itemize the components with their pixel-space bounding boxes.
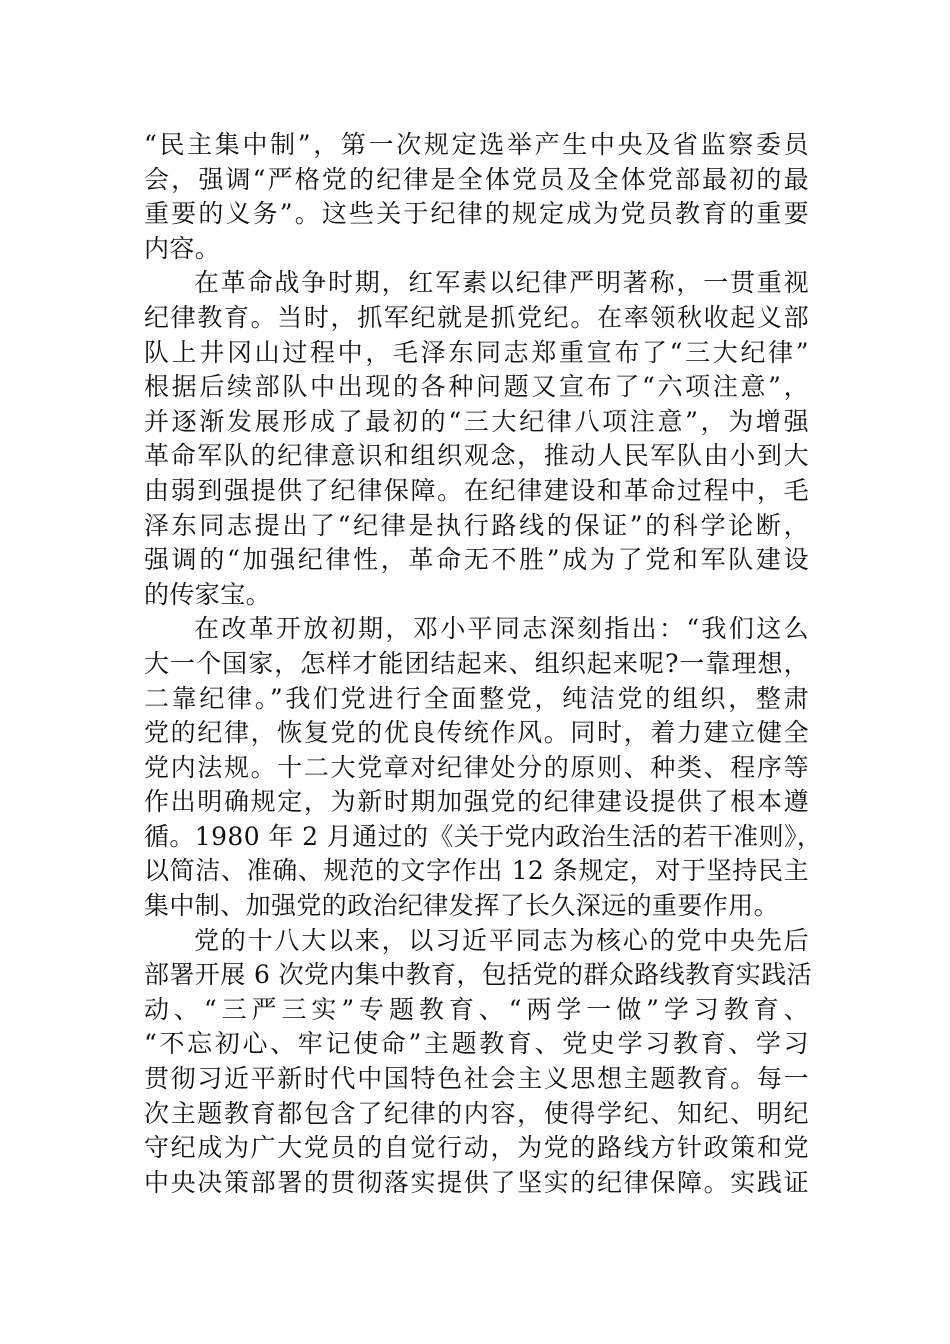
text-line: 作出明确规定，为新时期加强党的纪律建设提供了根本遵 xyxy=(144,787,809,817)
text-line: 贯彻习近平新时代中国特色社会主义思想主题教育。每一 xyxy=(144,1064,809,1094)
text-line: 二靠纪律。”我们党进行全面整党，纯洁党的组织，整肃 xyxy=(144,683,809,713)
text-line: “民主集中制”，第一次规定选举产生中央及省监察委员 xyxy=(144,130,809,159)
paragraph xyxy=(144,924,813,1201)
text-line: 党内法规。十二大党章对纪律处分的原则、种类、程序等 xyxy=(144,752,809,782)
text-line: 大一个国家，怎样才能团结起来、组织起来呢?一靠理想， xyxy=(144,648,809,678)
paragraph xyxy=(144,266,809,612)
text-line: 内容。 xyxy=(144,233,221,263)
paragraph xyxy=(144,128,809,266)
text-line: “不忘初心、牢记使命”主题教育、党史学习教育、学习 xyxy=(144,1029,809,1059)
text-line: 革命军队的纪律意识和组织观念，推动人民军队由小到大 xyxy=(144,441,809,471)
text-line: 循。1980 年 2 月通过的《关于党内政治生活的若干准则》， xyxy=(144,821,823,851)
text-line: 并逐渐发展形成了最初的“三大纪律八项注意”，为增强 xyxy=(144,406,809,436)
text-line: 在改革开放初期，邓小平同志深刻指出：“我们这么 xyxy=(194,614,809,644)
document-body xyxy=(144,128,823,1200)
text-line: 强调的“加强纪律性，革命无不胜”成为了党和军队建设 xyxy=(144,545,809,575)
text-line: 纪律教育。当时，抓军纪就是抓党纪。在率领秋收起义部 xyxy=(144,302,809,332)
text-line: 集中制、加强党的政治纪律发挥了长久深远的重要作用。 xyxy=(144,891,780,921)
text-line: 动、“三严三实”专题教育、“两学一做”学习教育、 xyxy=(144,994,809,1024)
text-line: 的传家宝。 xyxy=(144,579,272,609)
text-line: 中央决策部署的贯彻落实提供了坚实的纪律保障。实践证 xyxy=(144,1167,809,1197)
text-line: 在革命战争时期，红军素以纪律严明著称，一贯重视 xyxy=(194,268,809,298)
text-line: 根据后续部队中出现的各种问题又宣布了“六项注意”， xyxy=(144,372,809,402)
text-line: 泽东同志提出了“纪律是执行路线的保证”的科学论断， xyxy=(144,510,809,540)
text-line: 队上井冈山过程中，毛泽东同志郑重宣布了“三大纪律” xyxy=(144,337,809,367)
text-line: 由弱到强提供了纪律保障。在纪律建设和革命过程中，毛 xyxy=(144,475,809,505)
text-line: 次主题教育都包含了纪律的内容，使得学纪、知纪、明纪 xyxy=(144,1098,809,1128)
text-line: 会，强调“严格党的纪律是全体党员及全体党部最初的最 xyxy=(144,164,809,194)
text-line: 党的十八大以来，以习近平同志为核心的党中央先后 xyxy=(194,925,809,955)
text-line: 以简洁、准确、规范的文字作出 12 条规定，对于坚持民主 xyxy=(144,856,809,886)
paragraph xyxy=(144,612,823,923)
text-line: 部署开展 6 次党内集中教育，包括党的群众路线教育实践活 xyxy=(144,960,813,990)
text-line: 守纪成为广大党员的自觉行动，为党的路线方针政策和党 xyxy=(144,1133,809,1163)
text-line: 党的纪律，恢复党的优良传统作风。同时，着力建立健全 xyxy=(144,718,809,748)
text-line: 重要的义务”。这些关于纪律的规定成为党员教育的重要 xyxy=(144,199,809,229)
